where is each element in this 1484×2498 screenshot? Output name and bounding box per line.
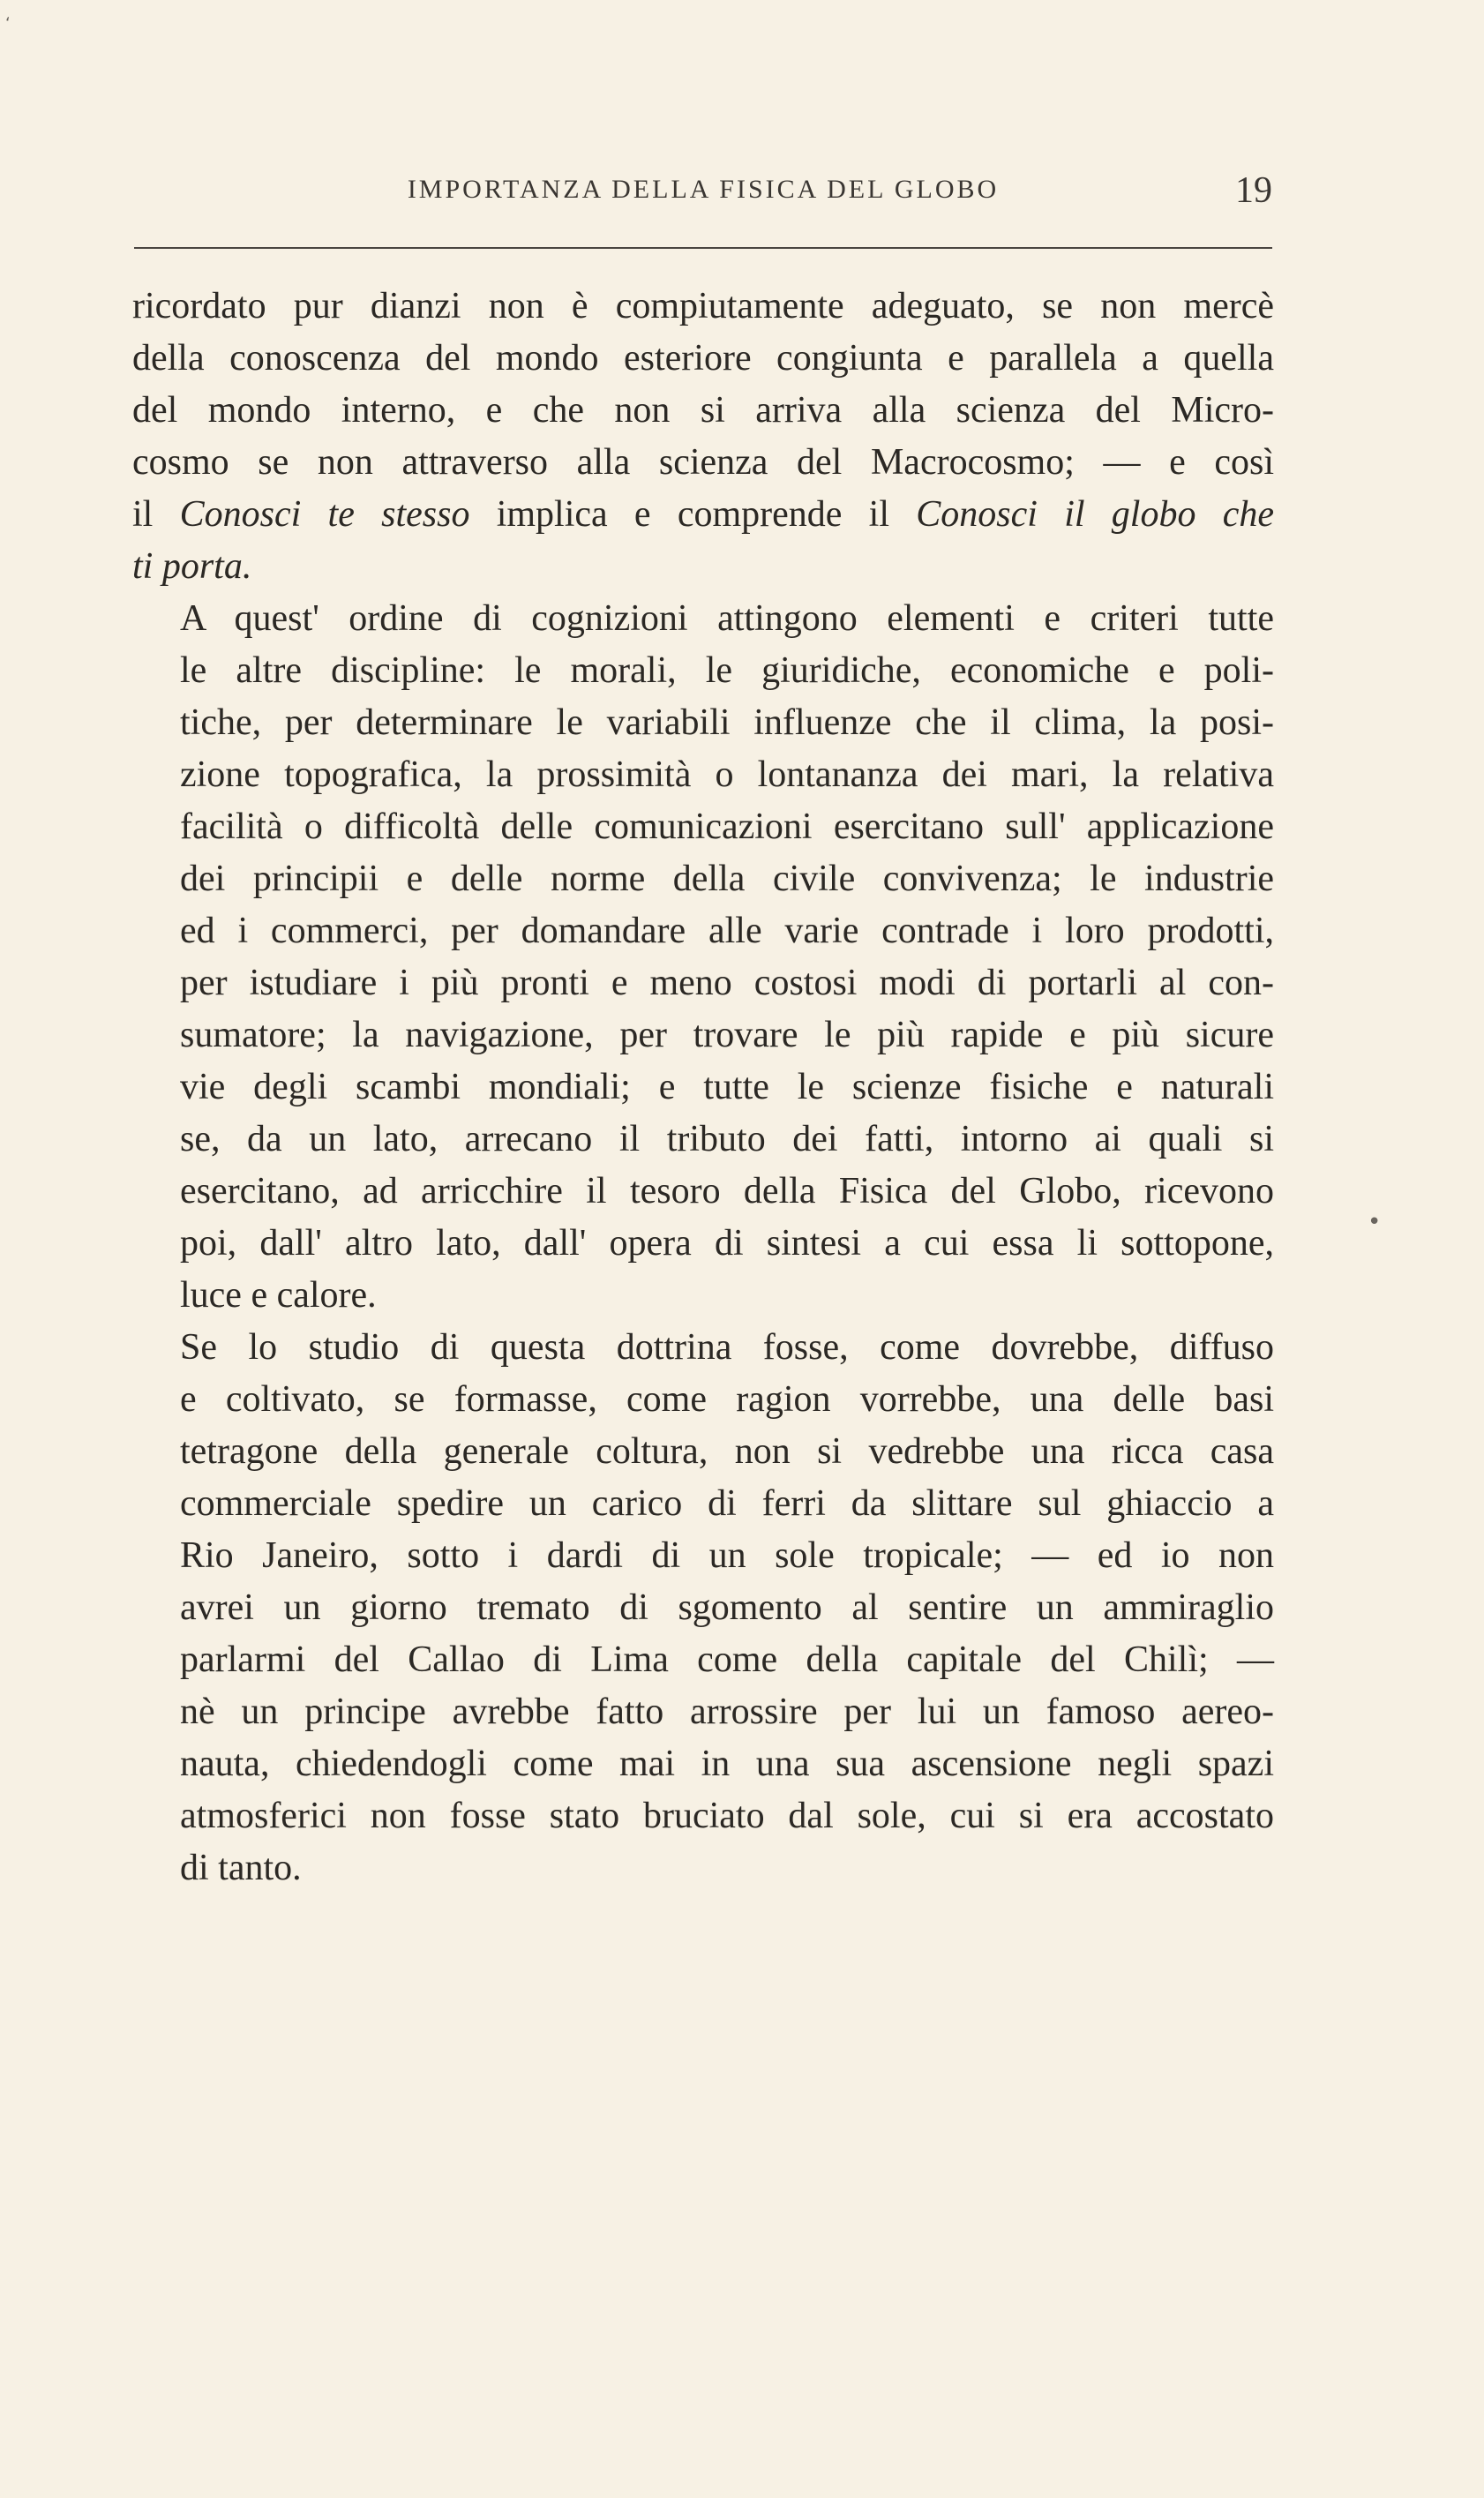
paragraph-1 xyxy=(132,281,1274,593)
italic-phrase: ti porta. xyxy=(132,546,252,587)
ink-speck-mark: • xyxy=(1368,1209,1382,1235)
text-line xyxy=(132,541,1274,593)
text-line: per istudiare i più pronti e meno costosi modi di portarli al con- xyxy=(180,963,1274,1003)
text-line: ricordato pur dianzi non è compiutamente adeguato, se non mercè xyxy=(132,286,1274,326)
text-line: dei principii e delle norme della civile convivenza; le industrie xyxy=(180,859,1274,899)
italic-phrase: Conosci te stesso xyxy=(179,494,470,535)
italic-phrase: Conosci il globo che xyxy=(916,494,1274,535)
text-line: parlarmi del Callao di Lima come della capitale del Chilì; — xyxy=(180,1639,1274,1680)
paragraph-2 xyxy=(132,593,1274,1322)
text-run: implica e comprende il xyxy=(469,494,917,535)
text-line: tetragone della generale coltura, non si vedrebbe una ricca casa xyxy=(180,1431,1274,1472)
text-line: atmosferici non fosse stato bruciato dal sole, cui si era accostato xyxy=(180,1796,1274,1836)
text-line: se, da un lato, arrecano il tributo dei fatti, intorno ai quali si xyxy=(180,1119,1274,1159)
text-line: tiche, per determinare le variabili influenze che il clima, la posi- xyxy=(180,702,1274,743)
text-line: le altre discipline: le morali, le giuridiche, economiche e poli- xyxy=(180,650,1274,691)
text-line: di tanto. xyxy=(180,1848,302,1888)
text-line: facilità o difficoltà delle comunicazioni esercitano sull' applicazione xyxy=(180,806,1274,847)
text-line: luce e calore. xyxy=(180,1275,377,1316)
page-number: 19 xyxy=(1235,170,1272,211)
text-line: e coltivato, se formasse, come ragion vorrebbe, una delle basi xyxy=(180,1379,1274,1420)
text-line: cosmo se non attraverso alla scienza del Macrocosmo; — e così xyxy=(132,442,1274,483)
body-text xyxy=(132,281,1274,1894)
text-line: ed i commerci, per domandare alle varie contrade i loro prodotti, xyxy=(180,911,1274,951)
text-line: commerciale spedire un carico di ferri da slittare sul ghiaccio a xyxy=(180,1483,1274,1524)
running-title: IMPORTANZA DELLA FISICA DEL GLOBO xyxy=(407,175,1000,204)
text-line: Rio Janeiro, sotto i dardi di un sole tropicale; — ed io non xyxy=(180,1535,1274,1576)
text-line: sumatore; la navigazione, per trovare le più rapide e più sicure xyxy=(180,1015,1274,1055)
text-line: poi, dall' altro lato, dall' opera di sintesi a cui essa li sottopone, xyxy=(180,1223,1274,1264)
header-rule xyxy=(134,247,1272,249)
text-line: vie degli scambi mondiali; e tutte le scienze fisiche e naturali xyxy=(180,1067,1274,1107)
text-line: avrei un giorno tremato di sgomento al sentire un ammiraglio xyxy=(180,1587,1274,1628)
text-line: A quest' ordine di cognizioni attingono elementi e criteri tutte xyxy=(180,598,1274,639)
text-line xyxy=(132,489,1274,541)
text-line: nauta, chiedendogli come mai in una sua ascensione negli spazi xyxy=(180,1744,1274,1784)
text-line: zione topografica, la prossimità o lontananza dei mari, la relativa xyxy=(180,754,1274,795)
text-line: del mondo interno, e che non si arriva alla scienza del Micro- xyxy=(132,390,1274,431)
paragraph-3 xyxy=(132,1322,1274,1894)
text-line: Se lo studio di questa dottrina fosse, come dovrebbe, diffuso xyxy=(180,1327,1274,1368)
text-line: esercitano, ad arricchire il tesoro della Fisica del Globo, ricevono xyxy=(180,1171,1274,1211)
ink-speck-mark: ʻ xyxy=(5,14,11,33)
text-line: nè un principe avrebbe fatto arrossire per lui un famoso aereo- xyxy=(180,1692,1274,1732)
text-line: della conoscenza del mondo esteriore congiunta e parallela a quella xyxy=(132,338,1274,379)
running-head xyxy=(134,169,1272,222)
text-run: il xyxy=(132,494,180,535)
